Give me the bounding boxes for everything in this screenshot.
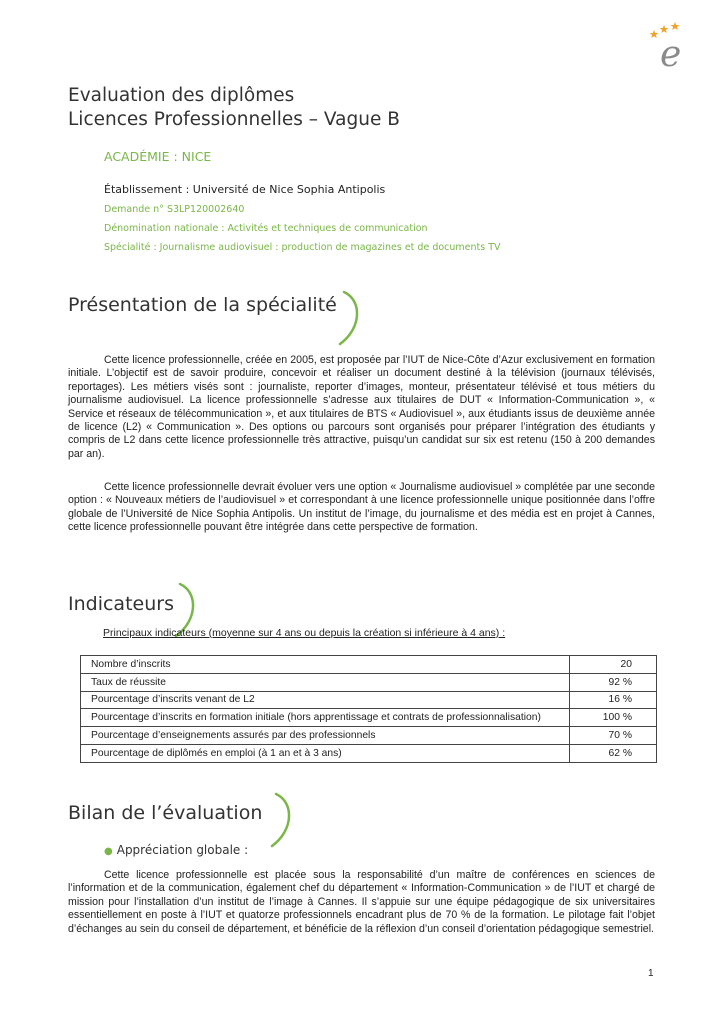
logo-letter: e — [660, 34, 682, 72]
table-row — [81, 656, 657, 674]
section-swoosh-icon — [268, 792, 298, 848]
indicator-label: Nombre d’inscrits — [81, 656, 570, 674]
indicator-label: Pourcentage d’inscrits venant de L2 — [81, 691, 570, 709]
aeres-logo — [640, 18, 696, 72]
bullet-icon: ● — [104, 846, 113, 857]
logo-star-icon — [671, 22, 680, 30]
indicator-value: 20 — [570, 656, 657, 674]
indicator-label: Pourcentage de diplômés en emploi (à 1 an et à 3 ans) — [81, 744, 570, 762]
table-row — [81, 673, 657, 691]
demande-label: Demande n° S3LP120002640 — [104, 204, 245, 215]
indicator-value: 62 % — [570, 744, 657, 762]
presentation-paragraph-1 — [68, 354, 655, 461]
document-title-line2: Licences Professionnelles – Vague B — [68, 109, 400, 130]
bilan-paragraph — [68, 869, 655, 936]
presentation-paragraph-1-text: Cette licence professionnelle, créée en 2005, est proposée par l’IUT de Nice-Côte d’Azur exclusivement en formation initiale. L’objectif est de savoir produire, concevoir et réaliser un document destiné à la télévision (journaux télévisés, reportages). Les métiers visés sont : journaliste, reporter d’images, monteur, présentateur télévisé et tous métiers du journalisme audiovisuel. La licence professionnelle s’adresse aux titulaires de DUT « Information-Communication », « Service et réseaux de télécommunication », et aux titulaires de BTS « Audiovisuel », aux étudiants issus de deuxième année de licence (L2) « Communication ». Des options ou parcours sont organisés pour préparer l’intégration des étudiants y compris de L2 dans cette licence professionnelle très attractive, puisqu’un candidat sur six est retenu (150 à 200 demandes par an). — [68, 354, 655, 460]
section-title-indicateurs: Indicateurs — [68, 593, 174, 615]
indicator-value: 100 % — [570, 709, 657, 727]
presentation-paragraph-2-text: Cette licence professionnelle devrait évoluer vers une option « Journalisme audiovisuel » complétée par une seconde option : « Nouveaux métiers de l’audiovisuel » et correspondant à une licence professionnelle unique positionnée dans l’offre globale de l’Université de Nice Sophia Antipolis. Un institut de l’image, du journalisme et des média est en projet à Cannes, cette licence professionnelle pouvant être intégrée dans cette perspective de formation. — [68, 481, 655, 534]
table-row — [81, 744, 657, 762]
table-row — [81, 727, 657, 745]
table-row — [81, 709, 657, 727]
page-number: 1 — [648, 968, 654, 979]
indicator-label: Taux de réussite — [81, 673, 570, 691]
section-swoosh-icon — [336, 290, 366, 346]
section-title-bilan: Bilan de l’évaluation — [68, 802, 263, 824]
indicator-value: 16 % — [570, 691, 657, 709]
document-title-line1: Evaluation des diplômes — [68, 85, 295, 106]
etablissement-label: Établissement : Université de Nice Sophia Antipolis — [104, 183, 386, 196]
indicator-label: Pourcentage d’inscrits en formation initiale (hors apprentissage et contrats de professionnalisation) — [81, 709, 570, 727]
appreciation-globale-heading — [104, 843, 248, 857]
specialite-label: Spécialité : Journalisme audiovisuel : production de magazines et de documents TV — [104, 242, 501, 253]
section-title-presentation: Présentation de la spécialité — [68, 294, 337, 316]
indicateurs-subheading: Principaux indicateurs (moyenne sur 4 ans ou depuis la création si inférieure à 4 ans) : — [103, 627, 506, 639]
indicator-value: 70 % — [570, 727, 657, 745]
appreciation-globale-label: Appréciation globale : — [116, 843, 249, 857]
logo-graphic — [640, 18, 696, 72]
denomination-label: Dénomination nationale : Activités et techniques de communication — [104, 223, 428, 234]
indicator-value: 92 % — [570, 673, 657, 691]
indicateurs-table — [80, 655, 657, 763]
bilan-paragraph-text: Cette licence professionnelle est placée sous la responsabilité d’un maître de conférences en sciences de l’information et de la communication, également chef du département « Information-Communication » de l’IUT et chargé de mission pour l’installation d’un institut de l’image à Cannes. Il s’appuie sur une équipe pédagogique de six universitaires essentiellement en poste à l’IUT et quatorze professionnels encadrant plus de 70 % de la formation. Le pilotage fait l’objet d’échanges au sein du conseil de département, et bénéficie de la réflexion d’un conseil d’orientation pédagogique semestriel. — [68, 869, 655, 935]
presentation-paragraph-2 — [68, 481, 655, 535]
academie-label: ACADÉMIE : NICE — [104, 149, 212, 164]
logo-star-icon — [650, 30, 659, 38]
logo-star-icon — [660, 25, 669, 33]
table-row — [81, 691, 657, 709]
indicator-label: Pourcentage d’enseignements assurés par des professionnels — [81, 727, 570, 745]
